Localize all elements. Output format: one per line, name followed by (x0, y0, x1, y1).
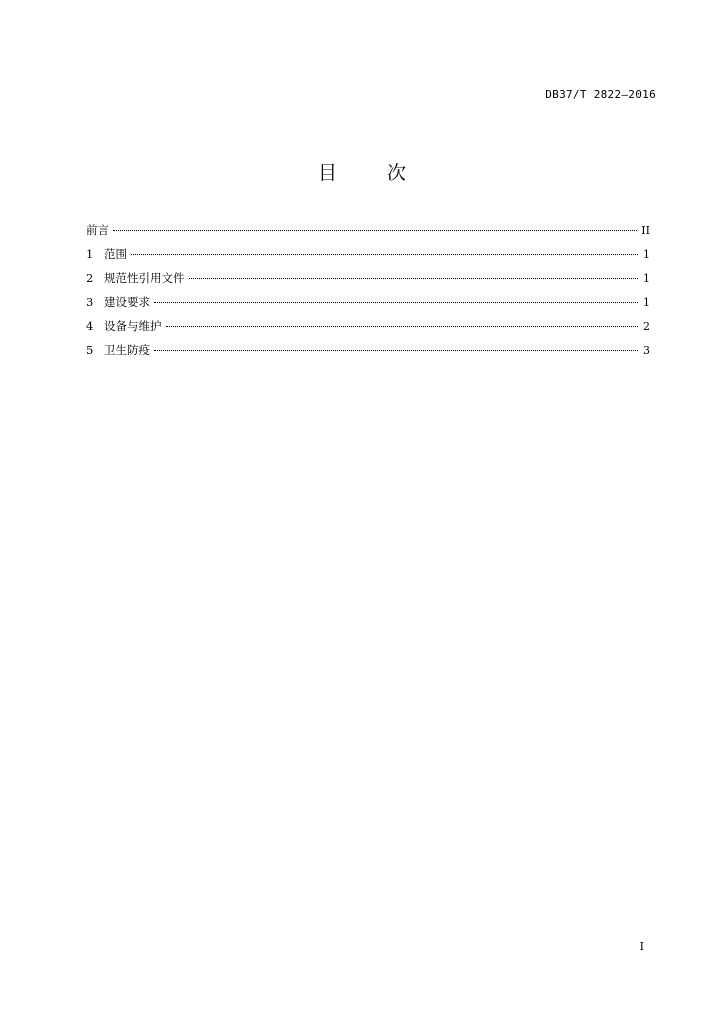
toc-entry-label: 规范性引用文件 (104, 271, 185, 285)
toc-entry-number: 5 (86, 343, 94, 357)
toc-entry-number: 2 (86, 271, 94, 285)
toc-leader-dots (166, 326, 639, 327)
toc-title: 目 次 (317, 162, 429, 184)
toc-entry-normative-references[interactable] (86, 266, 650, 290)
toc-leader-dots (154, 302, 638, 303)
toc-entry-label: 范围 (104, 247, 127, 261)
toc-entry-page: 2 (643, 320, 650, 333)
toc-entry-foreword[interactable] (86, 218, 650, 242)
toc-entry-label: 设备与维护 (104, 319, 162, 333)
toc-entry-scope[interactable] (86, 242, 650, 266)
toc-entry-equipment-maintenance[interactable] (86, 314, 650, 338)
toc-entry-epidemic-prevention[interactable] (86, 338, 650, 362)
page-number: I (639, 940, 644, 953)
toc-leader-dots (113, 230, 637, 231)
toc-entry-page: 1 (643, 296, 650, 309)
toc-entry-label: 卫生防疫 (104, 343, 150, 357)
table-of-contents (86, 218, 650, 362)
toc-entry-page: II (641, 224, 650, 237)
toc-entry-number: 1 (86, 247, 94, 261)
toc-entry-number: 4 (86, 319, 94, 333)
toc-entry-page: 1 (643, 248, 650, 261)
toc-entry-page: 3 (643, 344, 650, 357)
toc-entry-page: 1 (643, 272, 650, 285)
toc-entry-construction-requirements[interactable] (86, 290, 650, 314)
toc-entry-label: 前言 (86, 223, 109, 237)
toc-leader-dots (131, 254, 638, 255)
toc-leader-dots (154, 350, 638, 351)
toc-entry-label: 建设要求 (104, 295, 150, 309)
toc-entry-number: 3 (86, 295, 94, 309)
document-code: DB37/T 2822—2016 (545, 88, 656, 101)
toc-leader-dots (189, 278, 639, 279)
